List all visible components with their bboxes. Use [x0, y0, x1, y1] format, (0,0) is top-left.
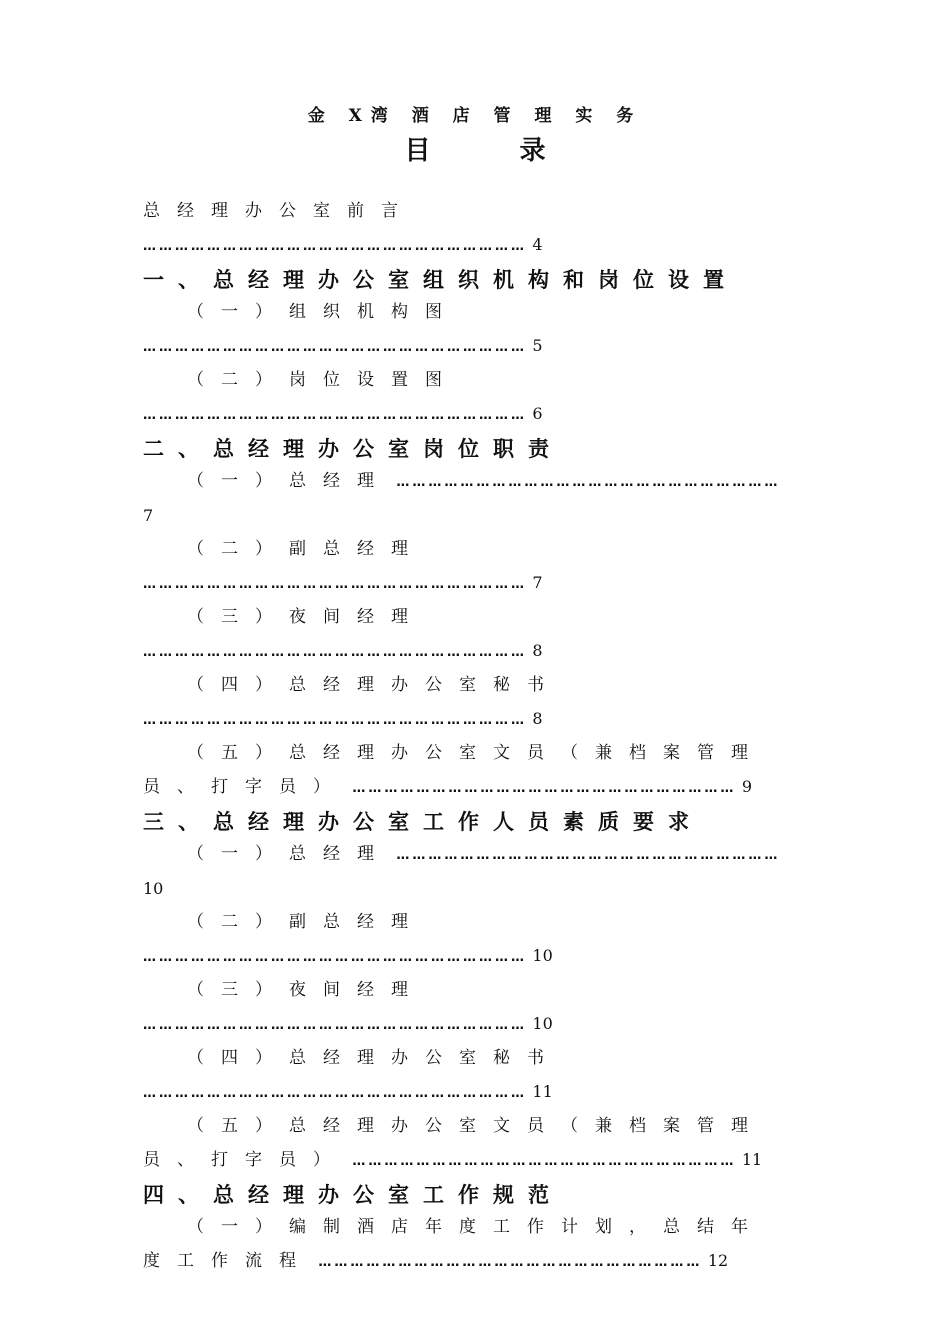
toc-entry-title: （二）副总经理 [187, 539, 425, 559]
toc-entry-2-1[interactable] [143, 465, 793, 533]
toc-entry-title: 总经理办公室前言 [143, 201, 415, 221]
toc-page-number: 7 [532, 573, 543, 592]
toc-page-number: 10 [532, 946, 553, 965]
toc-page-number: 4 [532, 235, 543, 254]
toc-entry-2-2[interactable] [143, 533, 793, 601]
toc-page-number: 8 [532, 641, 543, 660]
toc-entry-title: （二）岗位设置图 [187, 370, 459, 390]
toc-page-number: 11 [741, 1150, 763, 1169]
toc-entry-3-2[interactable] [143, 906, 793, 974]
dot-leader: ……………………………………………………………… [143, 577, 527, 592]
toc-entry-1-2[interactable] [143, 364, 793, 432]
toc-page-number: 11 [532, 1082, 553, 1101]
toc-entry-title: （三）夜间经理 [187, 980, 425, 1000]
toc-entry-3-3[interactable] [143, 974, 793, 1042]
toc-heading: 目 录 [404, 136, 546, 166]
dot-leader: ……………………………………………………………… [352, 1154, 737, 1169]
toc-entry-1-1[interactable] [143, 296, 793, 364]
dot-leader: ……………………………………………………………… [143, 950, 527, 965]
toc-entry-title: （一）编制酒店年度工作计划，总结年度工作流程 [143, 1217, 765, 1271]
toc-page-number: 8 [532, 709, 543, 728]
toc-entry-3-1[interactable] [143, 838, 793, 906]
toc-page-number: 6 [532, 404, 543, 423]
toc-page-number: 10 [532, 1014, 553, 1033]
toc-entry-title: （一）组织机构图 [187, 302, 459, 322]
dot-leader: ……………………………………………………………… [143, 1018, 527, 1033]
toc-entry-title: （四）总经理办公室秘书 [187, 1048, 561, 1068]
dot-leader: ……………………………………………………………… [143, 239, 527, 254]
dot-leader: ……………………………………………………………… [318, 1255, 703, 1270]
toc-page-number: 10 [143, 879, 164, 898]
table-of-contents [143, 195, 793, 1279]
toc-entry-preface[interactable] [143, 195, 793, 263]
toc-entry-3-4[interactable] [143, 1042, 793, 1110]
dot-leader: ……………………………………………………………… [396, 848, 781, 863]
toc-entry-2-4[interactable] [143, 669, 793, 737]
toc-entry-2-5[interactable] [143, 737, 793, 805]
toc-entry-2-3[interactable] [143, 601, 793, 669]
toc-section-3[interactable]: 三、总经理办公室工作人员素质要求 [143, 809, 703, 834]
dot-leader: ……………………………………………………………… [396, 475, 781, 490]
dot-leader: ……………………………………………………………… [352, 781, 737, 796]
toc-entry-title: （一）总经理 [187, 844, 391, 864]
dot-leader: ……………………………………………………………… [143, 713, 527, 728]
dot-leader: ……………………………………………………………… [143, 408, 527, 423]
toc-section-1[interactable]: 一、总经理办公室组织机构和岗位设置 [143, 267, 738, 292]
toc-page-number: 5 [532, 336, 543, 355]
toc-page-number: 7 [143, 506, 154, 525]
toc-entry-title: （二）副总经理 [187, 912, 425, 932]
toc-section-4[interactable]: 四、总经理办公室工作规范 [143, 1182, 563, 1207]
dot-leader: ……………………………………………………………… [143, 340, 527, 355]
toc-entry-title: （三）夜间经理 [187, 607, 425, 627]
toc-page-number: 9 [741, 777, 752, 796]
toc-entry-title: （四）总经理办公室秘书 [187, 675, 561, 695]
toc-entry-title: （五）总经理办公室文员（兼档案管理员、打字员） [143, 1116, 765, 1170]
toc-entry-title: （五）总经理办公室文员（兼档案管理员、打字员） [143, 743, 765, 797]
dot-leader: ……………………………………………………………… [143, 1086, 527, 1101]
toc-entry-3-5[interactable] [143, 1110, 793, 1178]
toc-entry-title: （一）总经理 [187, 471, 391, 491]
toc-entry-4-1[interactable] [143, 1211, 793, 1279]
dot-leader: ……………………………………………………………… [143, 645, 527, 660]
document-title: 金 X湾 酒 店 管 理 实 务 [307, 106, 643, 126]
toc-section-2[interactable]: 二、总经理办公室岗位职责 [143, 436, 563, 461]
toc-page-number: 12 [707, 1251, 729, 1270]
